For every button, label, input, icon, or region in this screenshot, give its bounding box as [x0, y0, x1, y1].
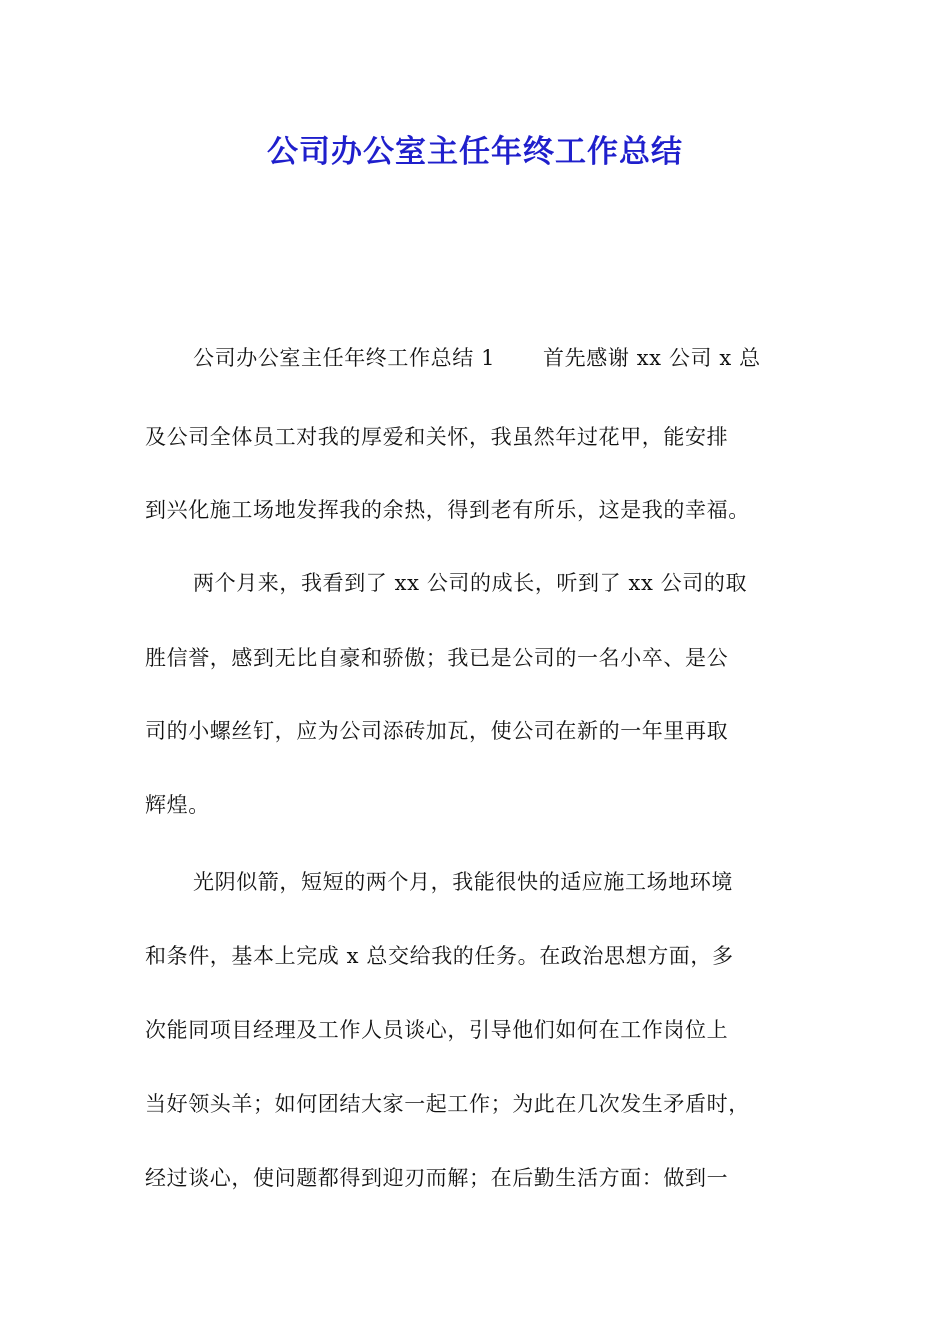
paragraph-text: 首先感谢 xx 公司 x 总	[543, 346, 761, 370]
paragraph-line: 司的小螺丝钉，应为公司添砖加瓦，使公司在新的一年里再取	[145, 719, 729, 743]
section-heading-text: 公司办公室主任年终工作总结 1	[193, 346, 496, 370]
document-title: 公司办公室主任年终工作总结	[267, 134, 683, 170]
paragraph-line: 及公司全体员工对我的厚爱和关怀，我虽然年过花甲，能安排	[145, 425, 729, 449]
paragraph-line: 胜信誉，感到无比自豪和骄傲；我已是公司的一名小卒、是公	[145, 646, 729, 670]
paragraph-line: 辉煌。	[145, 793, 210, 817]
paragraph-line: 和条件，基本上完成 x 总交给我的任务。在政治思想方面，多	[145, 944, 734, 968]
paragraph-line: 两个月来，我看到了 xx 公司的成长，听到了 xx 公司的取	[193, 571, 748, 595]
paragraph-line: 经过谈心，使问题都得到迎刃而解；在后勤生活方面：做到一	[145, 1166, 729, 1190]
paragraph-line: 次能同项目经理及工作人员谈心，引导他们如何在工作岗位上	[145, 1018, 729, 1042]
paragraph-line	[193, 343, 873, 373]
paragraph-line: 光阴似箭，短短的两个月，我能很快的适应施工场地环境	[193, 870, 733, 894]
paragraph-line: 当好领头羊；如何团结大家一起工作；为此在几次发生矛盾时，	[145, 1092, 750, 1116]
paragraph-line: 到兴化施工场地发挥我的余热，得到老有所乐，这是我的幸福。	[145, 498, 750, 522]
